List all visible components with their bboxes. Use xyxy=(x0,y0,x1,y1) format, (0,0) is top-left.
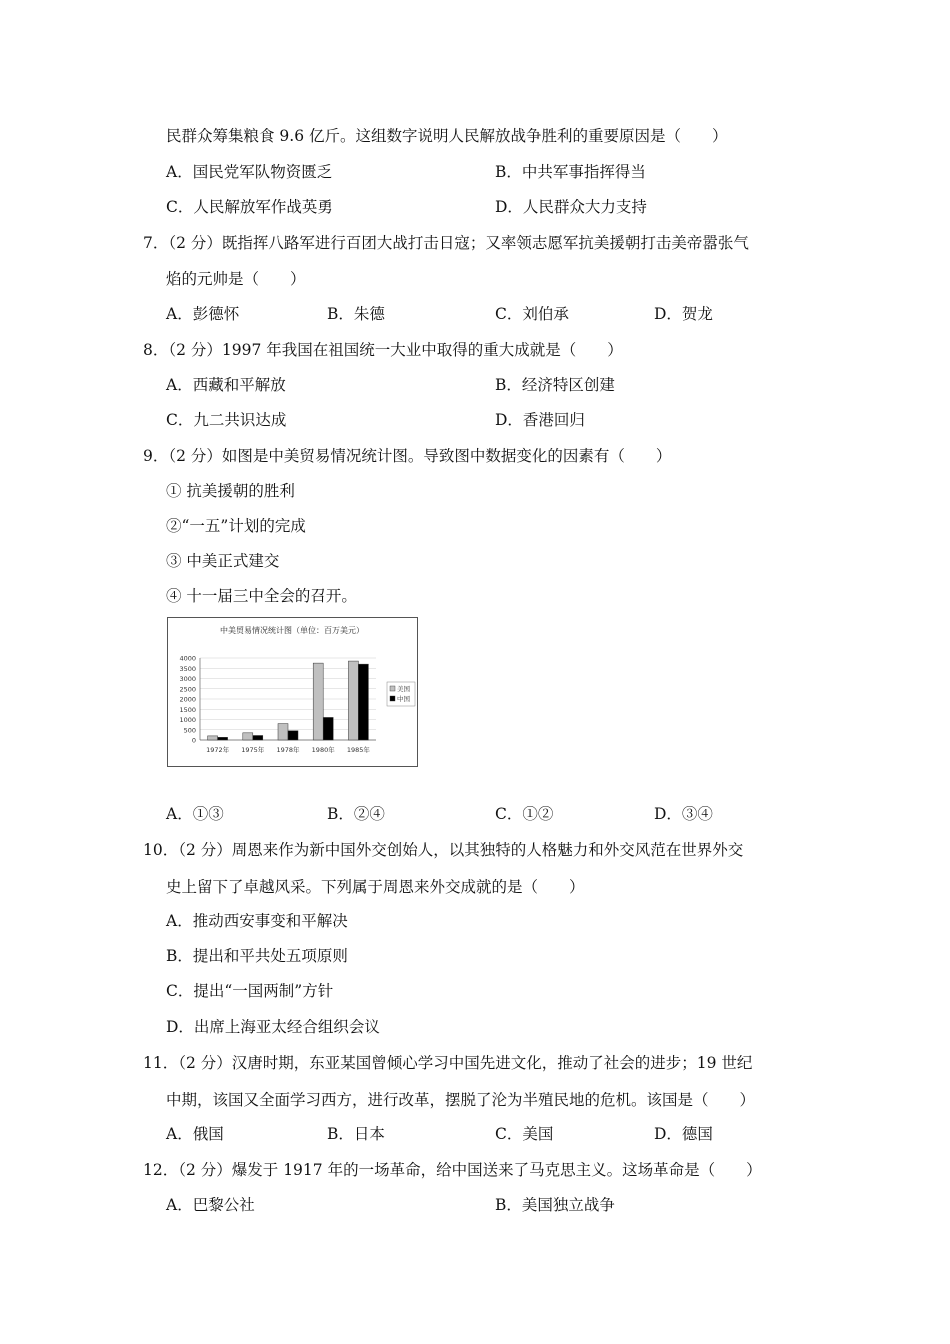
q7-option-c[interactable]: C．刘伯承 xyxy=(495,305,569,323)
bar-usa xyxy=(278,724,288,740)
q11-option-a[interactable]: A．俄国 xyxy=(166,1125,224,1143)
y-tick-label: 4000 xyxy=(179,654,196,663)
q9-option-b[interactable]: B．②④ xyxy=(327,805,385,823)
legend-label: 美国 xyxy=(397,685,410,693)
q6-option-d[interactable]: D．人民群众大力支持 xyxy=(495,198,647,216)
y-tick-label: 1000 xyxy=(179,716,196,724)
x-tick-label: 1985年 xyxy=(346,746,370,754)
q9-stem: 9．（2 分）如图是中美贸易情况统计图。导致图中数据变化的因素有（ ） xyxy=(143,447,672,465)
y-tick-label: 1500 xyxy=(179,705,196,714)
legend-swatch xyxy=(390,696,395,701)
bar-usa xyxy=(243,733,253,740)
y-tick-label: 500 xyxy=(183,726,196,735)
q9-option-d[interactable]: D．③④ xyxy=(654,805,713,823)
bar-usa xyxy=(348,661,358,740)
q7-stem-line1: 7．（2 分）既指挥八路军进行百团大战打击日寇；又率领志愿军抗美援朝打击美帝嚣张气 xyxy=(143,234,749,252)
x-tick-label: 1975年 xyxy=(241,746,265,754)
legend-swatch xyxy=(390,686,395,691)
q9-item-3: ③ 中美正式建交 xyxy=(166,552,280,570)
bar-china xyxy=(253,735,263,740)
q8-option-a[interactable]: A．西藏和平解放 xyxy=(166,376,286,394)
bar-china xyxy=(288,731,298,740)
x-tick-label: 1978年 xyxy=(276,746,300,754)
y-tick-label: 2000 xyxy=(179,695,196,704)
q6-stem-continuation: 民群众筹集粮食 9.6 亿斤。这组数字说明人民解放战争胜利的重要原因是（ ） xyxy=(166,127,728,145)
bar-china xyxy=(323,717,333,740)
q9-option-a[interactable]: A．①③ xyxy=(166,805,224,823)
q11-option-b[interactable]: B．日本 xyxy=(327,1125,385,1143)
q11-stem-line1: 11．（2 分）汉唐时期，东亚某国曾倾心学习中国先进文化，推动了社会的进步；19 世纪 xyxy=(143,1054,753,1072)
q10-stem-line2: 史上留下了卓越风采。下列属于周恩来外交成就的是（ ） xyxy=(166,878,585,896)
q7-stem-line2: 焰的元帅是（ ） xyxy=(166,270,306,288)
x-tick-label: 1972年 xyxy=(206,746,230,754)
bar-usa xyxy=(208,736,218,740)
q8-option-b[interactable]: B．经济特区创建 xyxy=(495,376,615,394)
bar-china xyxy=(218,737,228,740)
q9-item-4: ④ 十一届三中全会的召开。 xyxy=(166,587,357,605)
q12-option-b[interactable]: B．美国独立战争 xyxy=(495,1196,615,1214)
q6-option-c[interactable]: C．人民解放军作战英勇 xyxy=(166,198,333,216)
q10-stem-line1: 10．（2 分）周恩来作为新中国外交创始人，以其独特的人格魅力和外交风范在世界外交 xyxy=(143,841,744,859)
q7-option-b[interactable]: B．朱德 xyxy=(327,305,385,323)
q9-item-2: ②“一五”计划的完成 xyxy=(166,517,306,535)
q10-option-d[interactable]: D．出席上海亚太经合组织会议 xyxy=(166,1018,380,1036)
q7-option-a[interactable]: A．彭德怀 xyxy=(166,305,240,323)
y-tick-label: 3000 xyxy=(179,675,196,683)
q10-option-b[interactable]: B．提出和平共处五项原则 xyxy=(166,947,348,965)
q6-option-b[interactable]: B．中共军事指挥得当 xyxy=(495,163,646,181)
y-tick-label: 0 xyxy=(191,736,196,745)
y-tick-label: 3500 xyxy=(179,664,196,673)
q8-option-d[interactable]: D．香港回归 xyxy=(495,411,585,429)
x-tick-label: 1980年 xyxy=(311,746,335,754)
bar-usa xyxy=(313,663,323,740)
chart-title: 中美贸易情况统计图（单位：百万美元） xyxy=(220,626,364,635)
q12-option-a[interactable]: A．巴黎公社 xyxy=(166,1196,255,1214)
legend-label: 中国 xyxy=(397,695,410,703)
q8-option-c[interactable]: C．九二共识达成 xyxy=(166,411,287,429)
trade-bar-chart xyxy=(168,618,417,766)
q11-stem-line2: 中期，该国又全面学习西方，进行改革，摆脱了沦为半殖民地的危机。该国是（ ） xyxy=(166,1091,756,1109)
q8-stem: 8．（2 分）1997 年我国在祖国统一大业中取得的重大成就是（ ） xyxy=(143,341,623,359)
trade-chart-frame xyxy=(167,617,418,767)
q10-option-a[interactable]: A．推动西安事变和平解决 xyxy=(166,912,348,930)
q9-option-c[interactable]: C．①② xyxy=(495,805,554,823)
bar-china xyxy=(358,664,368,740)
q9-item-1: ① 抗美援朝的胜利 xyxy=(166,482,295,500)
q11-option-c[interactable]: C．美国 xyxy=(495,1125,554,1143)
q12-stem: 12．（2 分）爆发于 1917 年的一场革命，给中国送来了马克思主义。这场革命是（ ） xyxy=(143,1161,762,1179)
q7-option-d[interactable]: D．贺龙 xyxy=(654,305,713,323)
q10-option-c[interactable]: C．提出“一国两制”方针 xyxy=(166,982,334,1000)
y-tick-label: 2500 xyxy=(179,685,196,694)
q11-option-d[interactable]: D．德国 xyxy=(654,1125,713,1143)
q6-option-a[interactable]: A．国民党军队物资匮乏 xyxy=(166,163,333,181)
